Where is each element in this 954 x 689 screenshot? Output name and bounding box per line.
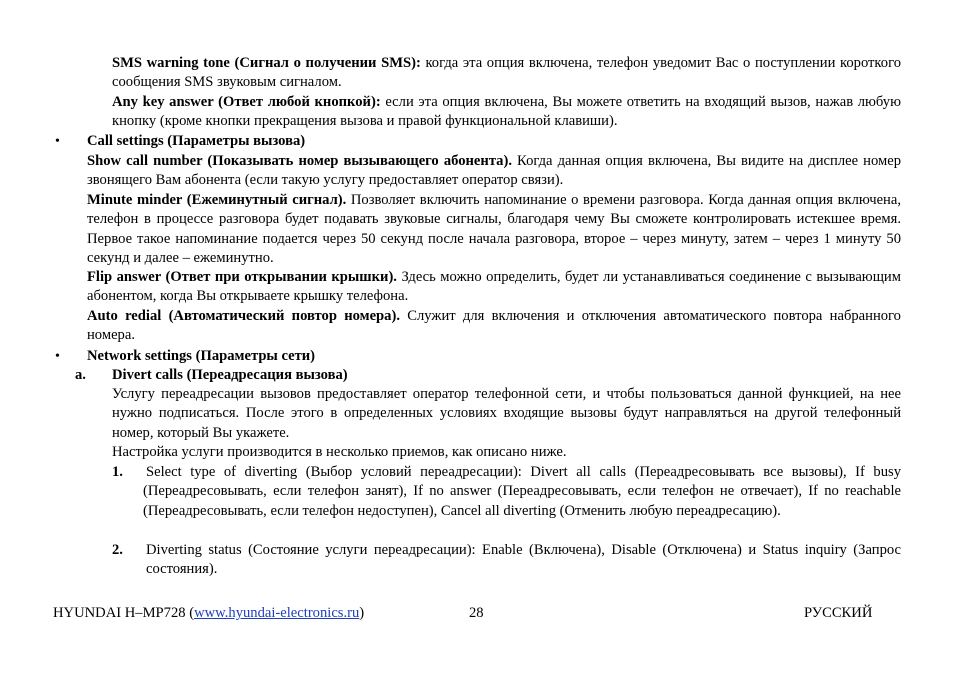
sms-warning-title: SMS warning tone (Сигнал о получении SMS): (112, 55, 421, 71)
divert-item-type: Select type of diverting (Выбор условий переадресации): Divert all calls (Переадресовывать все вызовы), If busy (Переадресовывать, если телефон занят), If no answer (Переадресовывать, если телефон не отвечает), If no reachable (Переадресовывать, если телефон недоступен), Cancel all diverting (Отменить любую переадресацию). (143, 464, 901, 519)
divert-item-status: Diverting status (Состояние услуги переадресации): Enable (Включена), Disable (Отключена) и Status inquiry (Запрос состояния). (146, 542, 901, 578)
divert-heading: Divert calls (Переадресация вызова) (112, 367, 348, 383)
auto-redial-paragraph (87, 307, 901, 346)
show-number-paragraph (87, 152, 901, 191)
divert-marker: a. (75, 367, 86, 383)
page-number: 28 (469, 605, 484, 621)
divert-item-number: 1. (112, 464, 123, 480)
auto-redial-title: Auto redial (Автоматический повтор номера). (87, 308, 400, 324)
call-settings-heading: Call settings (Параметры вызова) (87, 133, 306, 149)
footer-brand (53, 604, 364, 623)
footer-model-close: ) (359, 605, 365, 621)
divert-item-number: 2. (112, 542, 123, 558)
flip-answer-paragraph (87, 268, 901, 307)
call-settings-bullet: • (55, 134, 60, 149)
sms-warning-paragraph (112, 54, 901, 93)
flip-answer-title: Flip answer (Ответ при открывании крышки). (87, 269, 397, 285)
any-key-text: если эта опция включена, Вы можете ответить на входящий вызов, нажав любую кнопку (кроме кнопки прекращения вызова и правой функциональной клавиши). (112, 94, 901, 130)
footer-website-link[interactable]: www.hyundai-electronics.ru (194, 605, 360, 621)
divert-description: Услугу переадресации вызовов предоставляет оператор телефонной сети, и чтобы пользоваться данной функцией, на нее нужно подписаться. После этого в определенных условиях входящие вызовы будут направляться на другой телефонный номер, который Вы укажете. (112, 386, 901, 441)
any-key-title: Any key answer (Ответ любой кнопкой): (112, 94, 381, 110)
network-settings-bullet: • (55, 349, 60, 364)
divert-setup-note: Настройка услуги производится в несколько приемов, как описано ниже. (112, 444, 567, 460)
minute-minder-text: Позволяет включить напоминание о времени разговора. Когда данная опция включена, телефон в процессе разговора будет подавать звуковые сигналы, благодаря чему Вы сможете контролировать истекшее время. Первое такое напоминание подается через 50 секунд после начала разговора, второе – через минуту, затем – через 1 минуту 50 секунд и далее – ежеминутно. (87, 192, 901, 267)
any-key-paragraph (112, 93, 901, 132)
minute-minder-paragraph (87, 191, 901, 269)
flip-answer-text: Здесь можно определить, будет ли устанавливаться соединение с вызывающим абонентом, когда Вы открываете крышку телефона. (87, 269, 901, 305)
show-number-title: Show call number (Показывать номер вызывающего абонента). (87, 153, 512, 169)
minute-minder-title: Minute minder (Ежеминутный сигнал). (87, 192, 347, 208)
auto-redial-text: Служит для включения и отключения автоматического повтора набранного номера. (87, 308, 901, 344)
footer-language: РУССКИЙ (804, 605, 873, 621)
sms-warning-text: когда эта опция включена, телефон уведомит Вас о поступлении короткого сообщения SMS звуковым сигналом. (112, 55, 901, 91)
footer-model: HYUNDAI H–MP728 ( (53, 605, 195, 621)
show-number-text: Когда данная опция включена, Вы видите на дисплее номер звонящего Вам абонента (если такую услугу предоставляет оператор связи). (87, 153, 901, 189)
network-settings-heading: Network settings (Параметры сети) (87, 348, 316, 364)
